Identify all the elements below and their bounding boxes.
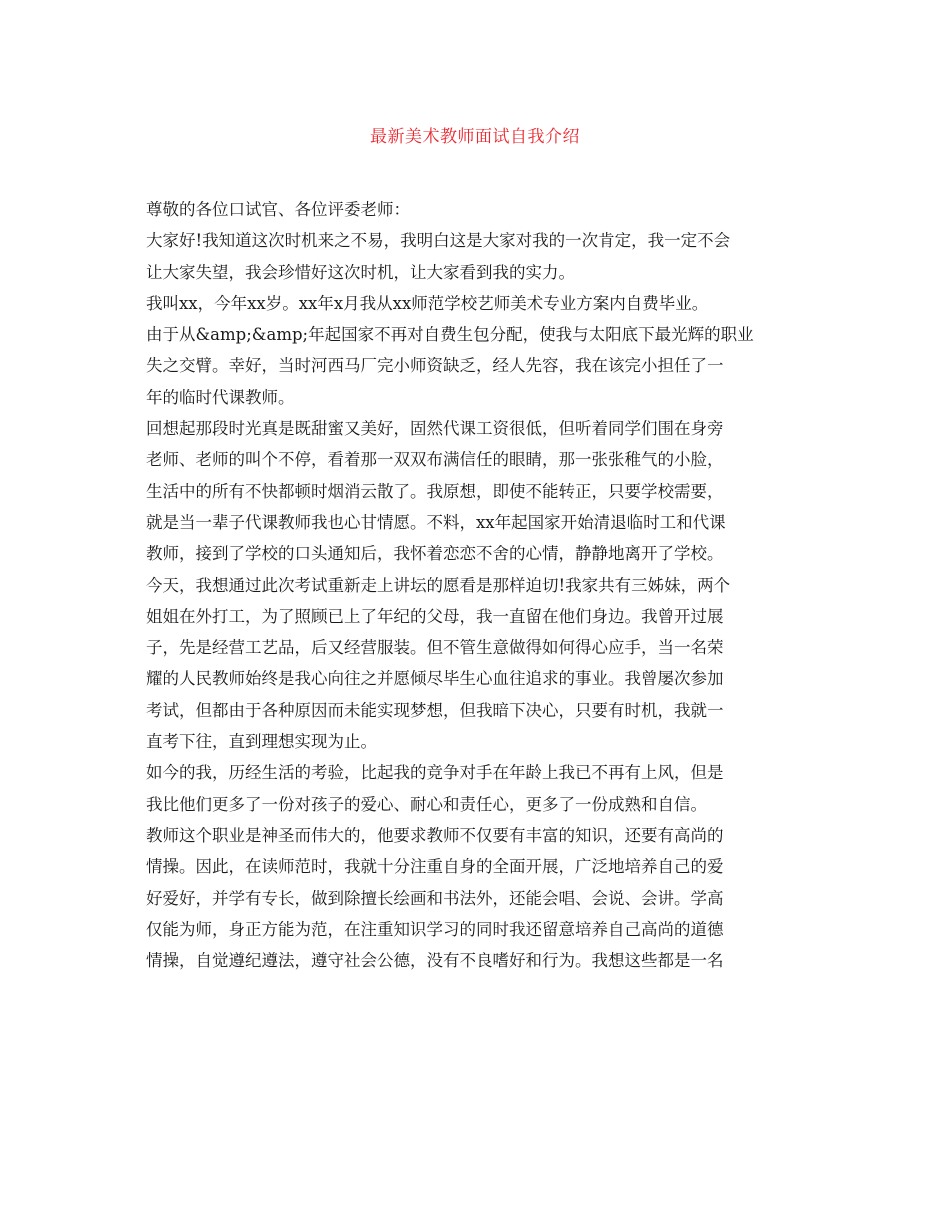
text-line: 教师，接到了学校的口头通知后，我怀着恋恋不舍的心情，静静地离开了学校。: [146, 544, 724, 564]
text-line: 尊敬的各位口试官、各位评委老师：: [146, 200, 410, 219]
text-line: 年的临时代课教师。: [146, 387, 295, 407]
text-line: 耀的人民教师始终是我心向往之并愿倾尽毕生心血往追求的事业。我曾屡次参加: [146, 669, 724, 689]
text-line: 情操，自觉遵纪遵法，遵守社会公德，没有不良嗜好和行为。我想这些都是一名: [146, 951, 724, 971]
text-line: 回想起那段时光真是既甜蜜又美好，固然代课工资很低，但听着同学们围在身旁: [146, 419, 724, 439]
text-line: 大家好!我知道这次时机来之不易，我明白这是大家对我的一次肯定，我一定不会: [146, 231, 731, 251]
text-line: 如今的我，历经生活的考验，比起我的竞争对手在年龄上我已不再有上风，但是: [146, 763, 724, 783]
text-line: 生活中的所有不快都顿时烟消云散了。我原想，即使不能转正，只要学校需要，: [146, 481, 724, 501]
text-line: 好爱好，并学有专长，做到除擅长绘画和书法外，还能会唱、会说、会讲。学高: [146, 888, 724, 908]
text-line: 考试，但都由于各种原因而未能实现梦想，但我暗下决心，只要有时机，我就一: [146, 700, 724, 720]
text-line: 情操。因此，在读师范时，我就十分注重自身的全面开展，广泛地培养自己的爱: [146, 857, 724, 877]
text-line: 仅能为师，身正方能为范，在注重知识学习的同时我还留意培养自己高尚的道德: [146, 919, 724, 939]
text-line: 老师、老师的叫个不停，看着那一双双布满信任的眼睛，那一张张稚气的小脸，: [146, 450, 724, 470]
text-line: 失之交臂。幸好，当时河西马厂完小师资缺乏，经人先容，我在该完小担任了一: [146, 356, 724, 376]
text-line: 让大家失望，我会珍惜好这次时机，让大家看到我的实力。: [146, 262, 575, 282]
document-title: 最新美术教师面试自我介绍: [370, 127, 580, 147]
text-line: 子，先是经营工艺品，后又经营服装。但不管生意做得如何得心应手，当一名荣: [146, 638, 724, 658]
text-line: 姐姐在外打工，为了照顾已上了年纪的父母，我一直留在他们身边。我曾开过展: [146, 606, 724, 626]
document-body: [146, 194, 806, 976]
text-line: 我比他们更多了一份对孩子的爱心、耐心和责任心，更多了一份成熟和自信。: [146, 794, 707, 814]
text-line: 直考下往，直到理想实现为止。: [146, 732, 377, 752]
text-line: 教师这个职业是神圣而伟大的，他要求教师不仅要有丰富的知识，还要有高尚的: [146, 825, 724, 845]
text-line: 就是当一辈子代课教师我也心甘情愿。不料，xx年起国家开始清退临时工和代课: [146, 512, 726, 532]
text-line: 我叫xx，今年xx岁。xx年x月我从xx师范学校艺师美术专业方案内自费毕业。: [146, 293, 709, 313]
text-line: 今天，我想通过此次考试重新走上讲坛的愿看是那样迫切!我家共有三姊妹，两个: [146, 575, 731, 595]
text-line: 由于从&amp;&amp;年起国家不再对自费生包分配，使我与太阳底下最光辉的职业: [146, 325, 754, 345]
